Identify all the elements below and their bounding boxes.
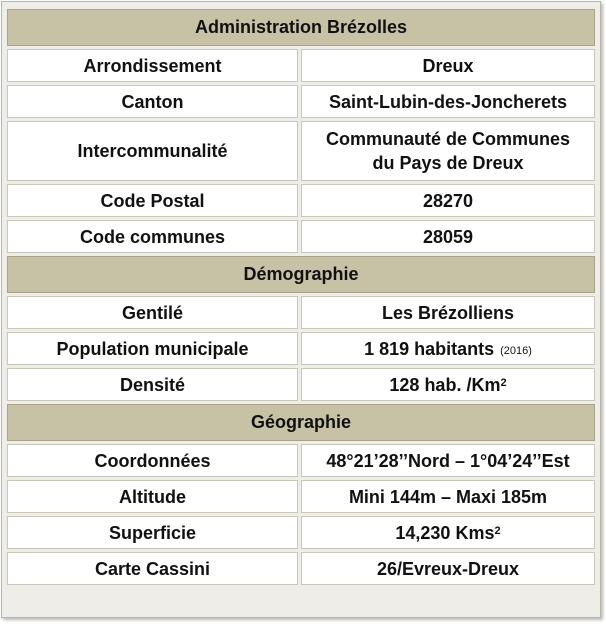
table-row: [7, 49, 595, 82]
value-canton: Saint-Lubin-des-Joncherets: [301, 85, 595, 118]
value-carte-cassini: 26/Evreux-Dreux: [301, 552, 595, 585]
label-arrondissement: Arrondissement: [7, 49, 298, 82]
value-population-year: (2016): [500, 344, 532, 357]
value-superficie-text: 14,230 Kms: [395, 522, 495, 543]
value-altitude: Mini 144m – Maxi 185m: [301, 480, 595, 513]
value-superficie: 14,230 Kms $^2$: [301, 516, 595, 549]
label-superficie: Superficie: [7, 516, 298, 549]
section-administration: [7, 9, 595, 46]
section-demographie: [7, 256, 595, 293]
info-box: [1, 1, 601, 618]
section-title-geographie: Géographie: [7, 404, 595, 441]
value-intercommunalite-line2: du Pays de Dreux: [372, 153, 524, 173]
value-code-communes: 28059: [301, 220, 595, 253]
table-row: [7, 368, 595, 401]
label-gentile: Gentilé: [7, 296, 298, 329]
table-row: [7, 184, 595, 217]
table-row: [7, 444, 595, 477]
label-canton: Canton: [7, 85, 298, 118]
value-intercommunalite-line1: Communauté de Communes: [325, 129, 571, 149]
value-population: [301, 332, 595, 365]
label-code-postal: Code Postal: [7, 184, 298, 217]
value-gentile: Les Brézolliens: [301, 296, 595, 329]
table-row: [7, 121, 595, 181]
section-title-administration: Administration Brézolles: [7, 9, 595, 46]
value-densite-text: 128 hab. /Km: [389, 374, 501, 395]
table-row: [7, 480, 595, 513]
label-densite: Densité: [7, 368, 298, 401]
section-title-demographie: Démographie: [7, 256, 595, 293]
table-row: [7, 85, 595, 118]
label-carte-cassini: Carte Cassini: [7, 552, 298, 585]
value-intercommunalite: [301, 121, 595, 181]
value-coordonnees: 48°21’28’’Nord – 1°04’24’’Est: [301, 444, 595, 477]
table-row: [7, 220, 595, 253]
value-densite: 128 hab. /Km $^2$: [301, 368, 595, 401]
label-altitude: Altitude: [7, 480, 298, 513]
label-code-communes: Code communes: [7, 220, 298, 253]
label-population: Population municipale: [7, 332, 298, 365]
value-code-postal: 28270: [301, 184, 595, 217]
label-coordonnees: Coordonnées: [7, 444, 298, 477]
table-row: [7, 552, 595, 585]
label-intercommunalite: Intercommunalité: [7, 121, 298, 181]
table-row: [7, 296, 595, 329]
value-arrondissement: Dreux: [301, 49, 595, 82]
table-row: [7, 516, 595, 549]
value-population-text: 1 819 habitants: [364, 338, 495, 359]
table-row: [7, 332, 595, 365]
info-table: [7, 6, 595, 588]
section-geographie: [7, 404, 595, 441]
